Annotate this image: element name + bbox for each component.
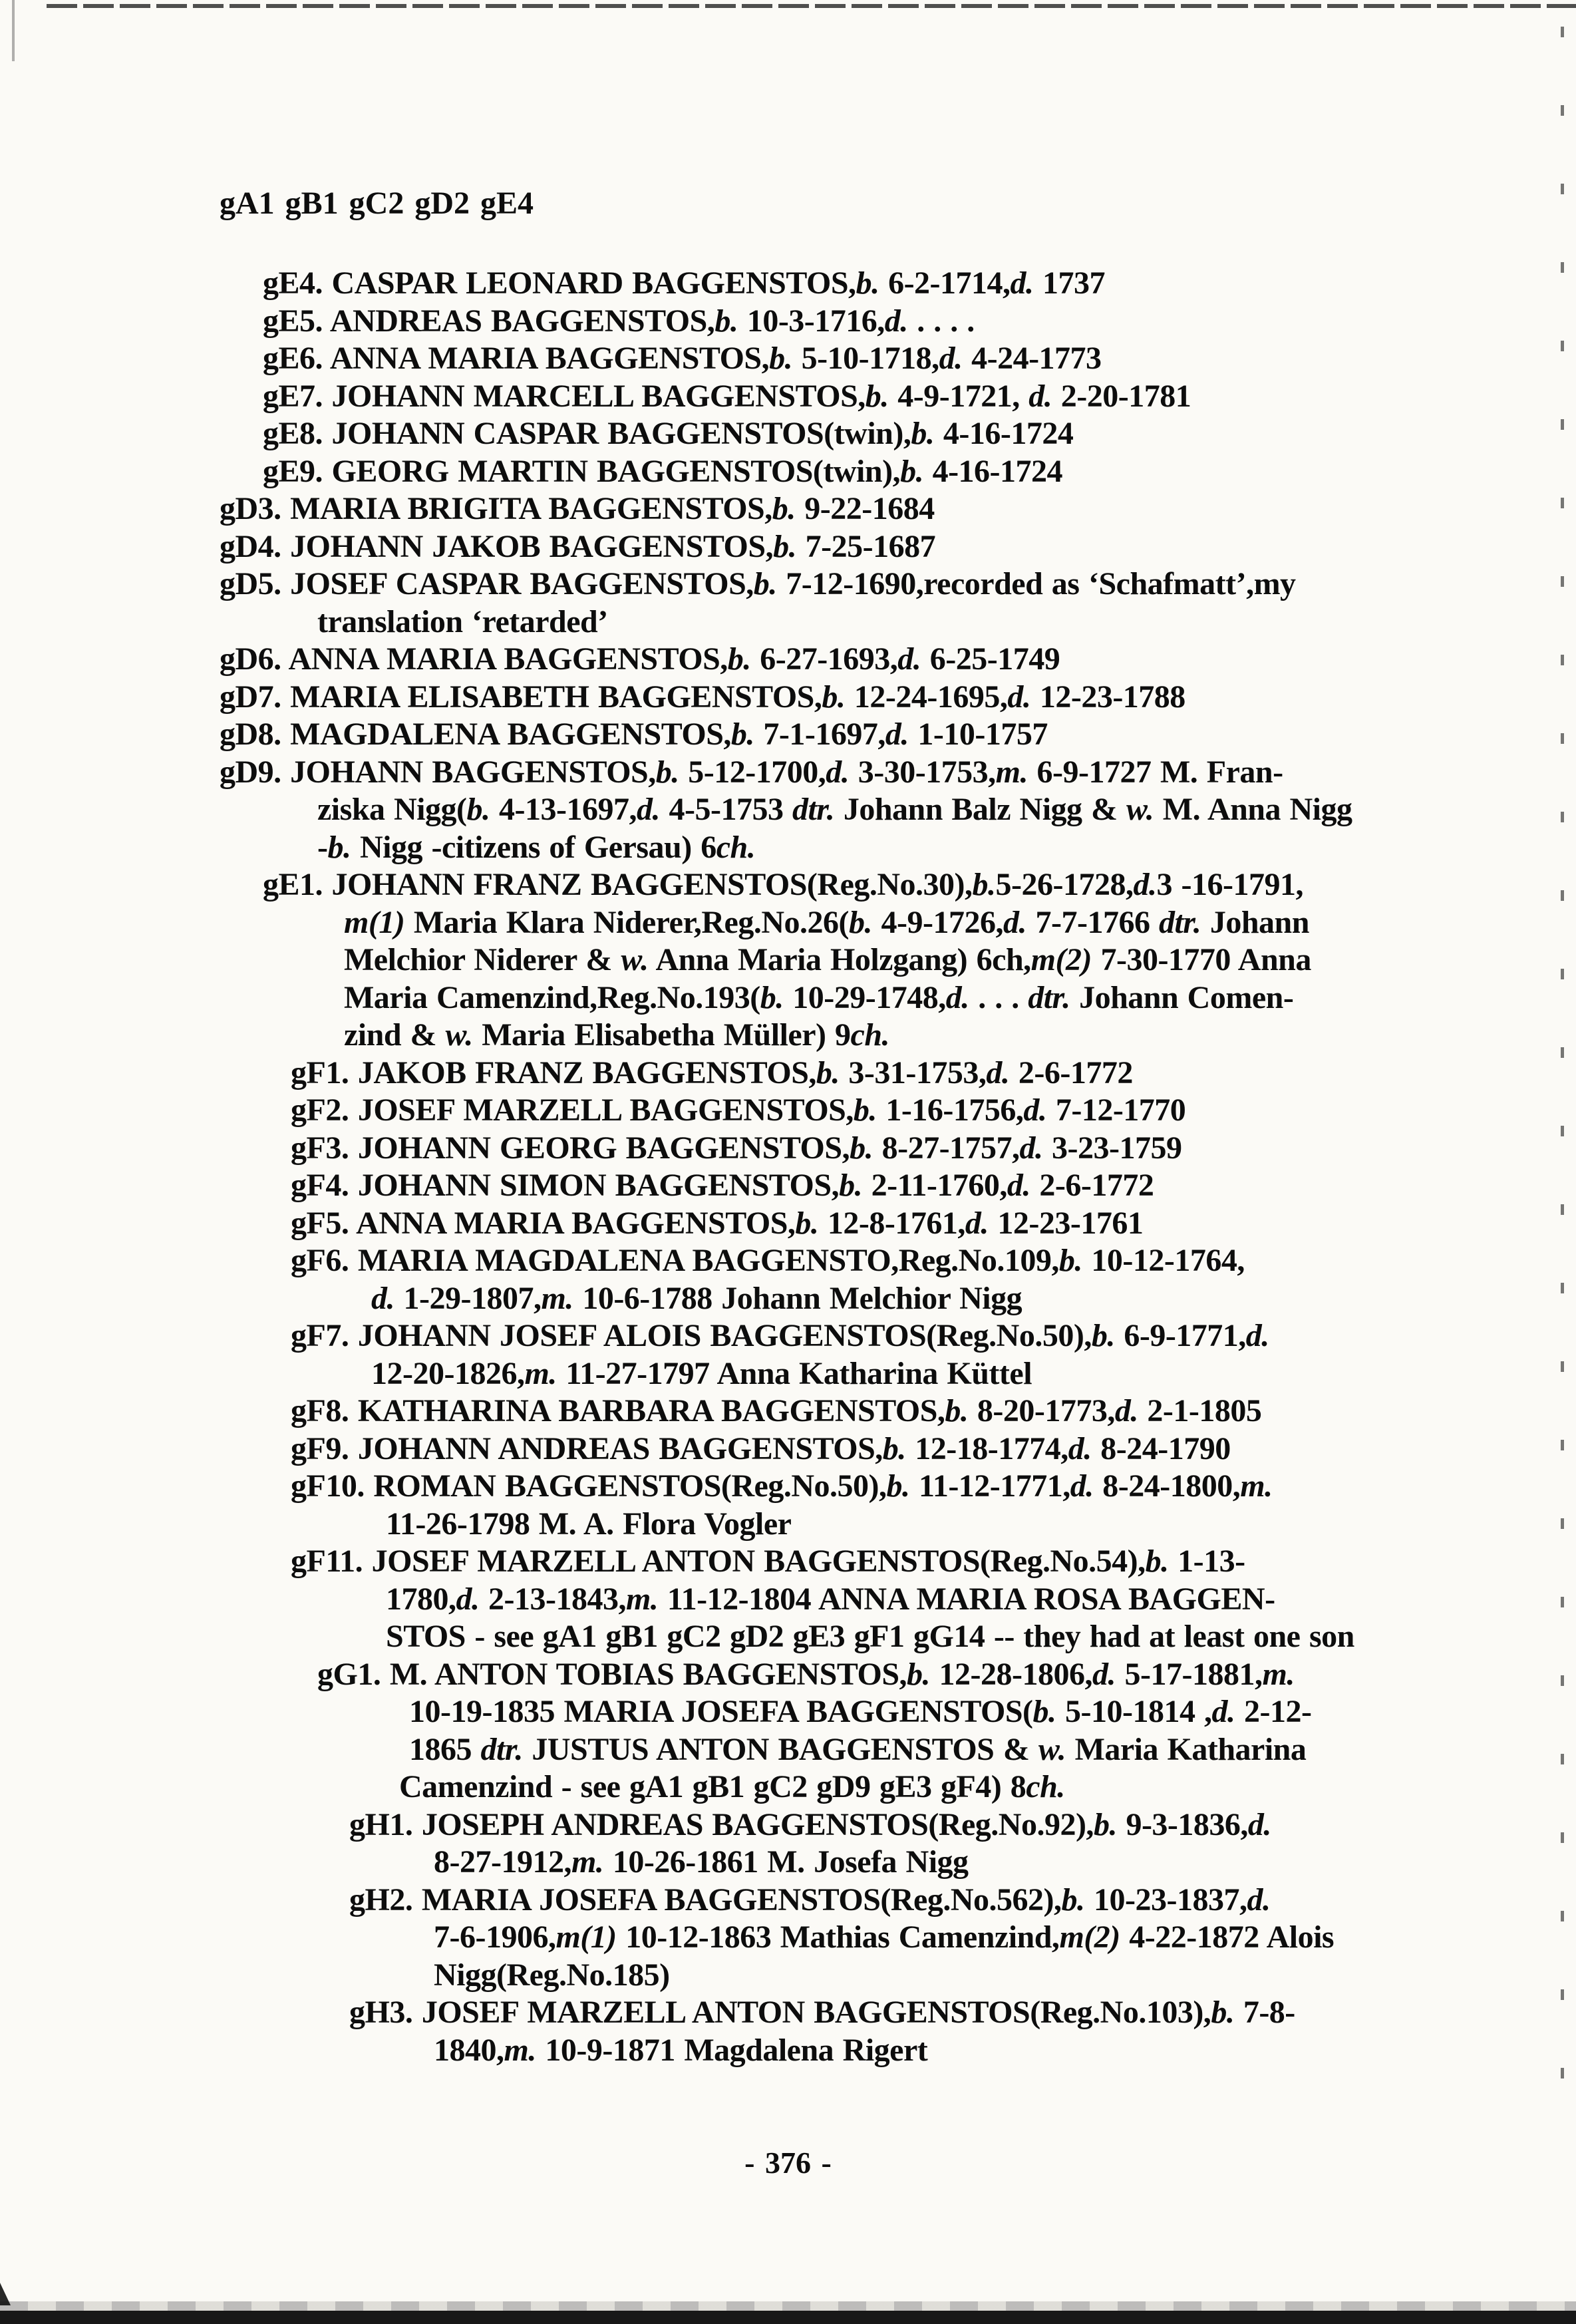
entry-gD9: gD9. JOHANN BAGGENSTOS,b. 5-12-1700,d. 3-30-1753,m. 6-9-1727 M. Fran- — [220, 754, 1283, 790]
entry-gE1-cont4: zind & w. Maria Elisabetha Müller) 9ch. — [344, 1017, 890, 1053]
entry-gF9: gF9. JOHANN ANDREAS BAGGENSTOS,b. 12-18-1774,d. 8-24-1790 — [291, 1430, 1231, 1466]
scan-artifact-left-tick — [12, 0, 15, 61]
entry-gE8: gE8. JOHANN CASPAR BAGGENSTOS(twin),b. 4-16-1724 — [263, 416, 1074, 451]
entry-gD5: gD5. JOSEF CASPAR BAGGENSTOS,b. 7-12-1690,recorded as ‘Schafmatt’,my — [220, 566, 1296, 601]
scan-artifact-bottom-dashes — [0, 2301, 1576, 2311]
entry-gF1: gF1. JAKOB FRANZ BAGGENSTOS,b. 3-31-1753,d. 2-6-1772 — [291, 1055, 1133, 1090]
scan-artifact-bottom-band — [0, 2311, 1576, 2324]
entry-gG1: gG1. M. ANTON TOBIAS BAGGENSTOS,b. 12-28-1806,d. 5-17-1881,m. — [317, 1656, 1295, 1692]
scan-artifact-top-edge — [47, 4, 1576, 8]
entry-gH2-cont2: Nigg(Reg.No.185) — [434, 1957, 670, 1993]
entry-gF7: gF7. JOHANN JOSEF ALOIS BAGGENSTOS(Reg.No.50),b. 6-9-1771,d. — [291, 1318, 1269, 1353]
entry-gG1-cont3: Camenzind - see gA1 gB1 gC2 gD9 gE3 gF4) 8ch. — [399, 1769, 1065, 1804]
entry-gD3: gD3. MARIA BRIGITA BAGGENSTOS,b. 9-22-1684 — [220, 491, 935, 526]
entry-gH2-cont1: 7-6-1906,m(1) 10-12-1863 Mathias Camenzind,m(2) 4-22-1872 Alois — [434, 1919, 1335, 1955]
entry-gE1-cont3: Maria Camenzind,Reg.No.193(b. 10-29-1748,d. . . . dtr. Johann Comen- — [344, 979, 1294, 1015]
entry-gE1: gE1. JOHANN FRANZ BAGGENSTOS(Reg.No.30),b.5-26-1728,d.3 -16-1791, — [263, 867, 1303, 902]
entry-gF11: gF11. JOSEF MARZELL ANTON BAGGENSTOS(Reg.No.54),b. 1-13- — [291, 1544, 1245, 1579]
entry-gH1-cont: 8-27-1912,m. 10-26-1861 M. Josefa Nigg — [434, 1844, 969, 1880]
entry-gF10-cont: 11-26-1798 M. A. Flora Vogler — [386, 1506, 792, 1542]
entry-gF2: gF2. JOSEF MARZELL BAGGENSTOS,b. 1-16-1756,d. 7-12-1770 — [291, 1092, 1186, 1128]
entry-gF3: gF3. JOHANN GEORG BAGGENSTOS,b. 8-27-1757,d. 3-23-1759 — [291, 1130, 1182, 1166]
entry-gH1: gH1. JOSEPH ANDREAS BAGGENSTOS(Reg.No.92),b. 9-3-1836,d. — [349, 1806, 1271, 1842]
lineage-header-text: gA1 gB1 gC2 gD2 gE4 — [220, 186, 534, 221]
entry-gE1-cont1: m(1) Maria Klara Niderer,Reg.No.26(b. 4-9-1726,d. 7-7-1766 dtr. Johann — [344, 904, 1309, 940]
entry-gD7: gD7. MARIA ELISABETH BAGGENSTOS,b. 12-24-1695,d. 12-23-1788 — [220, 679, 1185, 715]
entry-gF6: gF6. MARIA MAGDALENA BAGGENSTO,Reg.No.109,b. 10-12-1764, — [291, 1243, 1245, 1278]
entry-gD8: gD8. MAGDALENA BAGGENSTOS,b. 7-1-1697,d. 1-10-1757 — [220, 717, 1048, 752]
entry-gD6: gD6. ANNA MARIA BAGGENSTOS,b. 6-27-1693,d. 6-25-1749 — [220, 641, 1060, 677]
entry-gF8: gF8. KATHARINA BARBARA BAGGENSTOS,b. 8-20-1773,d. 2-1-1805 — [291, 1393, 1262, 1428]
entry-gE6: gE6. ANNA MARIA BAGGENSTOS,b. 5-10-1718,d. 4-24-1773 — [263, 341, 1102, 376]
entry-gE5: gE5. ANDREAS BAGGENSTOS,b. 10-3-1716,d. . . . . — [263, 303, 975, 339]
entry-gF5: gF5. ANNA MARIA BAGGENSTOS,b. 12-8-1761,d. 12-23-1761 — [291, 1205, 1144, 1241]
entry-gG1-cont2: 1865 dtr. JUSTUS ANTON BAGGENSTOS & w. Maria Katharina — [409, 1731, 1307, 1767]
entry-gH3-cont: 1840,m. 10-9-1871 Magdalena Rigert — [434, 2032, 928, 2068]
entry-gF11-cont2: STOS - see gA1 gB1 gC2 gD2 gE3 gF1 gG14 -- they had at least one son — [386, 1619, 1354, 1654]
entry-gH2: gH2. MARIA JOSEFA BAGGENSTOS(Reg.No.562),b. 10-23-1837,d. — [349, 1882, 1271, 1917]
entry-gD9-cont2: -b. Nigg -citizens of Gersau) 6ch. — [317, 829, 756, 865]
entry-gE4: gE4. CASPAR LEONARD BAGGENSTOS,b. 6-2-1714,d. 1737 — [263, 265, 1106, 301]
scan-artifact-bottom-left-speck — [0, 2283, 11, 2305]
genealogy-entries — [0, 265, 1576, 2069]
entry-gE1-cont2: Melchior Niderer & w. Anna Maria Holzgang) 6ch,m(2) 7-30-1770 Anna — [344, 942, 1311, 977]
page-number: - 376 - — [744, 2146, 832, 2180]
entry-gF10: gF10. ROMAN BAGGENSTOS(Reg.No.50),b. 11-12-1771,d. 8-24-1800,m. — [291, 1468, 1273, 1504]
entry-gD4: gD4. JOHANN JAKOB BAGGENSTOS,b. 7-25-1687 — [220, 528, 936, 564]
entry-gE7: gE7. JOHANN MARCELL BAGGENSTOS,b. 4-9-1721, d. 2-20-1781 — [263, 378, 1191, 414]
lineage-header — [220, 185, 534, 222]
entry-gF6-cont: d. 1-29-1807,m. 10-6-1788 Johann Melchior Nigg — [371, 1280, 1023, 1316]
entry-gH3: gH3. JOSEF MARZELL ANTON BAGGENSTOS(Reg.No.103),b. 7-8- — [349, 1995, 1295, 2030]
entry-gD5-cont: translation ‘retarded’ — [317, 603, 608, 639]
entry-gF7-cont: 12-20-1826,m. 11-27-1797 Anna Katharina Küttel — [371, 1355, 1032, 1391]
entry-gG1-cont1: 10-19-1835 MARIA JOSEFA BAGGENSTOS(b. 5-10-1814 ,d. 2-12- — [409, 1694, 1312, 1729]
entry-gF11-cont1: 1780,d. 2-13-1843,m. 11-12-1804 ANNA MARIA ROSA BAGGEN- — [386, 1581, 1275, 1617]
entry-gF4: gF4. JOHANN SIMON BAGGENSTOS,b. 2-11-1760,d. 2-6-1772 — [291, 1168, 1154, 1203]
entry-gE9: gE9. GEORG MARTIN BAGGENSTOS(twin),b. 4-16-1724 — [263, 453, 1063, 489]
entry-gD9-cont1: ziska Nigg(b. 4-13-1697,d. 4-5-1753 dtr. Johann Balz Nigg & w. M. Anna Nigg — [317, 792, 1352, 827]
